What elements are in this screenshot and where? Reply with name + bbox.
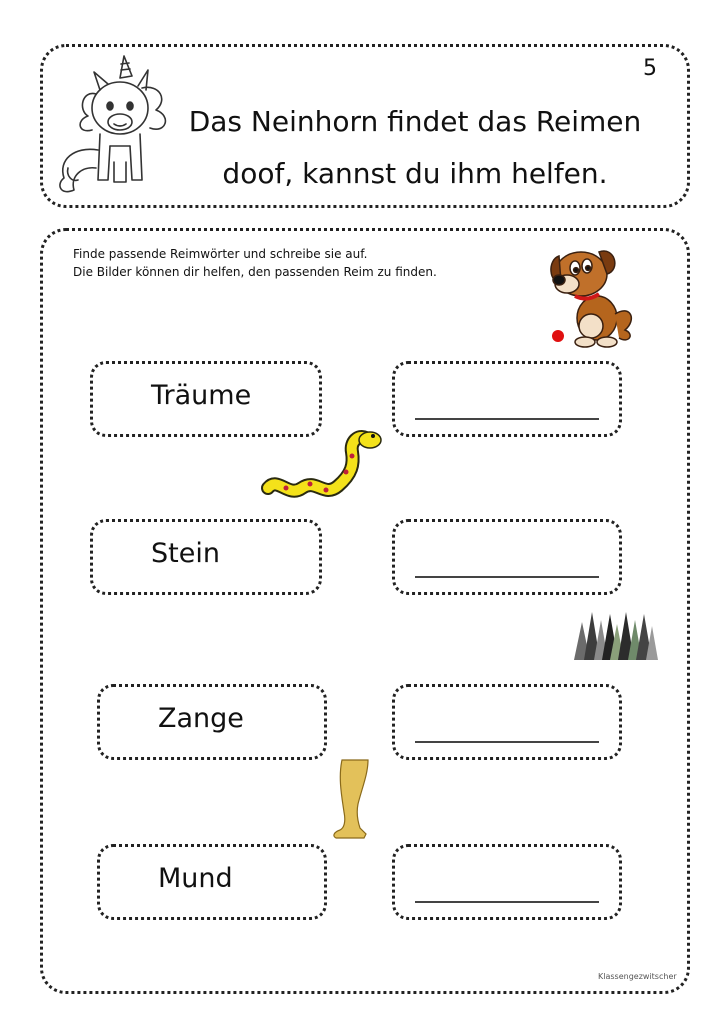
rhyme-word-3: Zange <box>158 703 244 734</box>
answer-box-3 <box>392 684 622 760</box>
credit-text: Klassengezwitscher <box>598 972 677 981</box>
answer-box-1 <box>392 361 622 437</box>
word-box-2 <box>90 519 322 595</box>
snake-icon <box>262 424 384 502</box>
word-box-4 <box>97 844 327 920</box>
answer-line-3[interactable] <box>415 741 599 743</box>
page-number: 5 <box>643 56 657 81</box>
instruction-line-1: Finde passende Reimwörter und schreibe sie auf. <box>73 247 368 261</box>
answer-box-4 <box>392 844 622 920</box>
rhyme-word-4: Mund <box>158 863 233 894</box>
page-title <box>180 96 650 200</box>
answer-box-2 <box>392 519 622 595</box>
title-line-1: Das Neinhorn findet das Reimen <box>188 105 642 138</box>
instruction-line-2: Die Bilder können dir helfen, den passenden Reim zu finden. <box>73 265 437 279</box>
answer-line-2[interactable] <box>415 576 599 578</box>
leg-icon <box>328 758 374 840</box>
answer-line-1[interactable] <box>415 418 599 420</box>
word-box-3 <box>97 684 327 760</box>
unicorn-icon <box>48 50 183 200</box>
answer-line-4[interactable] <box>415 901 599 903</box>
rhyme-word-1: Träume <box>151 380 252 411</box>
rhyme-word-2: Stein <box>151 538 220 569</box>
forest-icon <box>570 608 660 662</box>
dog-icon <box>545 238 645 348</box>
instructions <box>73 245 437 281</box>
title-line-2: doof, kannst du ihm helfen. <box>222 157 608 190</box>
